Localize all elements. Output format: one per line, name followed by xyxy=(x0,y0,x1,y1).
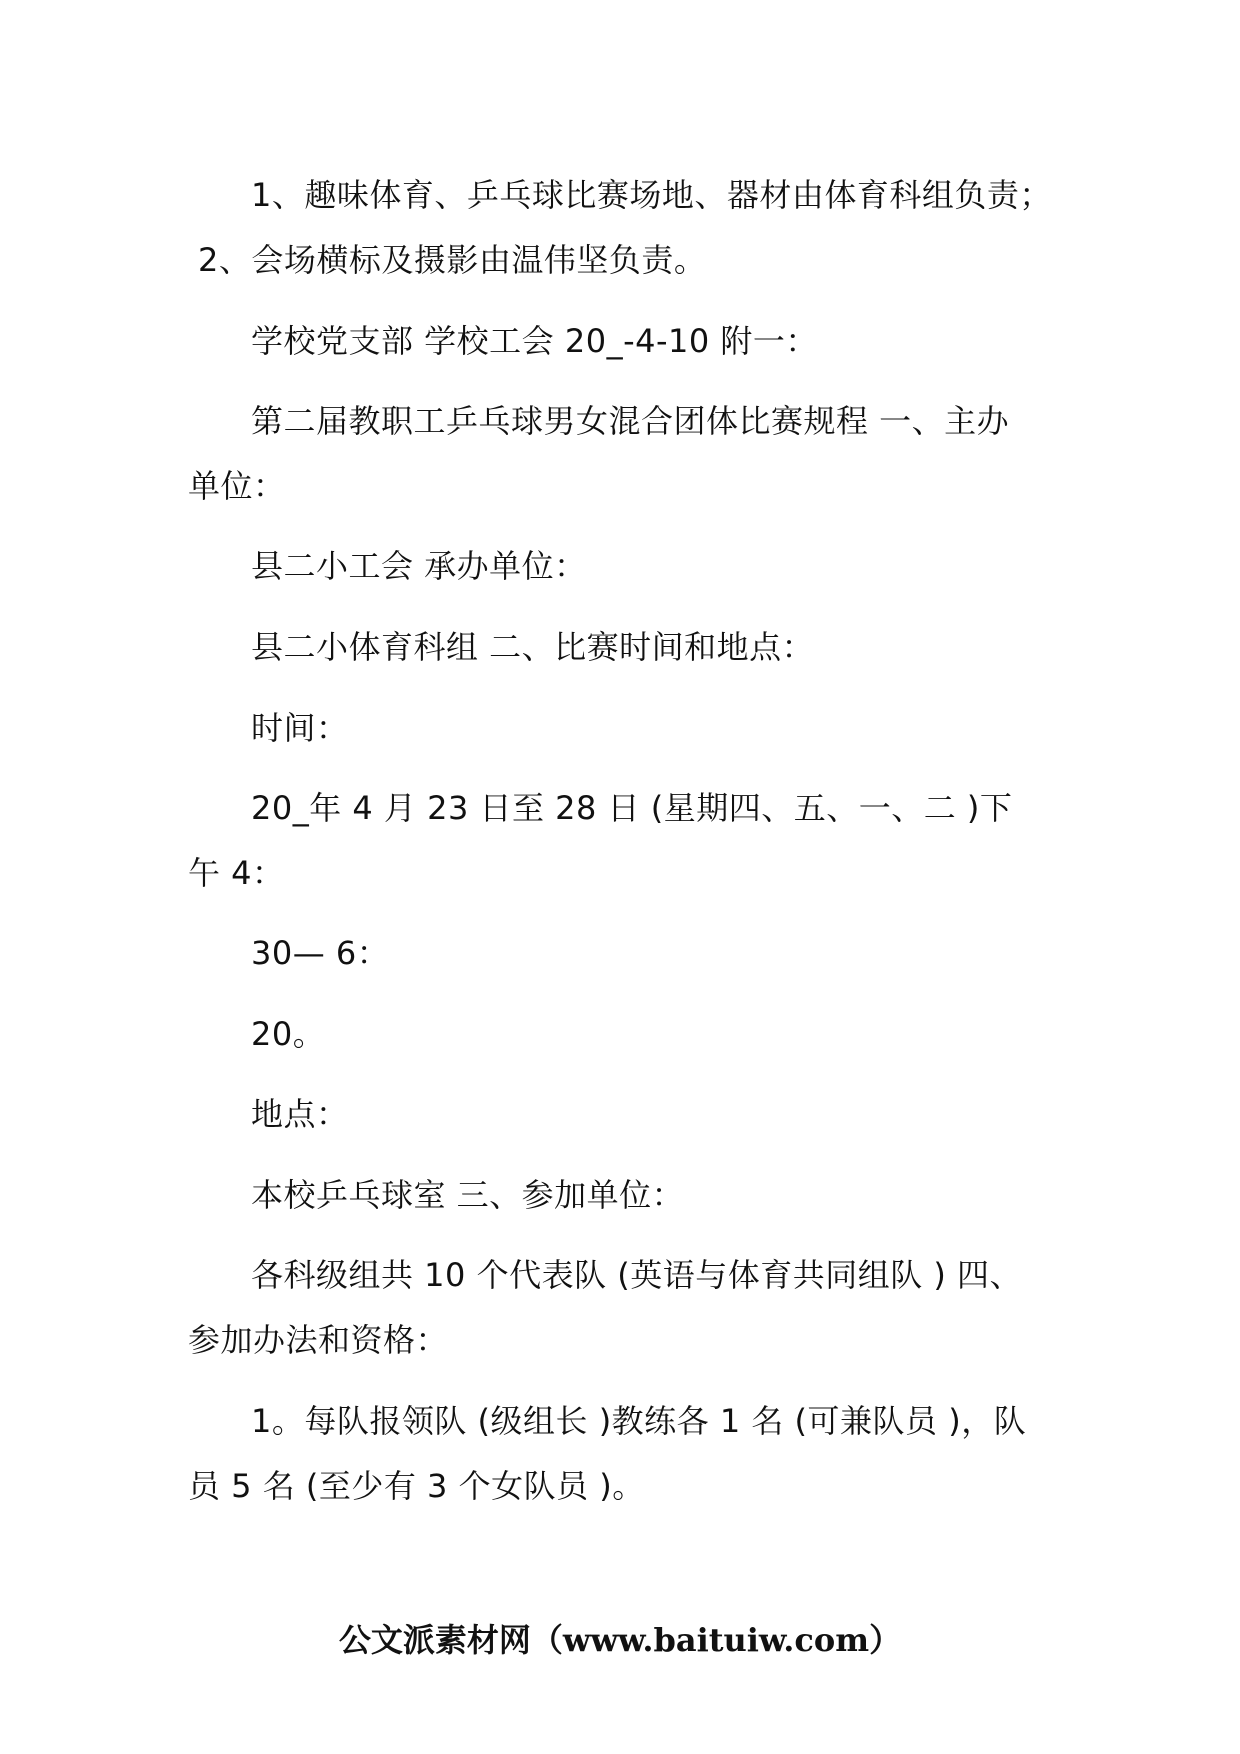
paragraph-line: 各科级组共 10 个代表队 (英语与体育共同组队 ) 四、 xyxy=(251,1256,1023,1294)
paragraph-line: 1。每队报领队 (级组长 )教练各 1 名 (可兼队员 )，队 xyxy=(251,1402,1027,1440)
paragraph-line: 单位： xyxy=(188,467,286,505)
page-footer: 公文派素材网（www.baituiw.com） xyxy=(338,1621,902,1659)
paragraph-line: 地点： xyxy=(251,1095,349,1133)
paragraph-line: 学校党支部 学校工会 20_-4-10 附一： xyxy=(251,322,818,360)
paragraph-line: 1、趣味体育、乒乓球比赛场地、器材由体育科组负责； xyxy=(251,176,1052,214)
paragraph-line: 县二小体育科组 二、比赛时间和地点： xyxy=(251,628,815,666)
paragraph-line: 本校乒乓球室 三、参加单位： xyxy=(251,1176,685,1214)
paragraph-line: 时间： xyxy=(251,709,349,747)
paragraph-line: 20。 xyxy=(251,1015,326,1053)
paragraph-line: 参加办法和资格： xyxy=(188,1321,449,1359)
paragraph-line: 2、会场横标及摄影由温伟坚负责。 xyxy=(198,241,707,279)
paragraph-line: 30— 6： xyxy=(251,934,390,972)
paragraph-line: 员 5 名 (至少有 3 个女队员 )。 xyxy=(188,1467,645,1505)
paragraph-line: 县二小工会 承办单位： xyxy=(251,547,587,585)
paragraph-line: 20_年 4 月 23 日至 28 日 (星期四、五、一、二 )下 xyxy=(251,789,1013,827)
paragraph-line: 午 4： xyxy=(188,854,285,892)
paragraph-line: 第二届教职工乒乓球男女混合团体比赛规程 一、主办 xyxy=(251,402,1010,440)
